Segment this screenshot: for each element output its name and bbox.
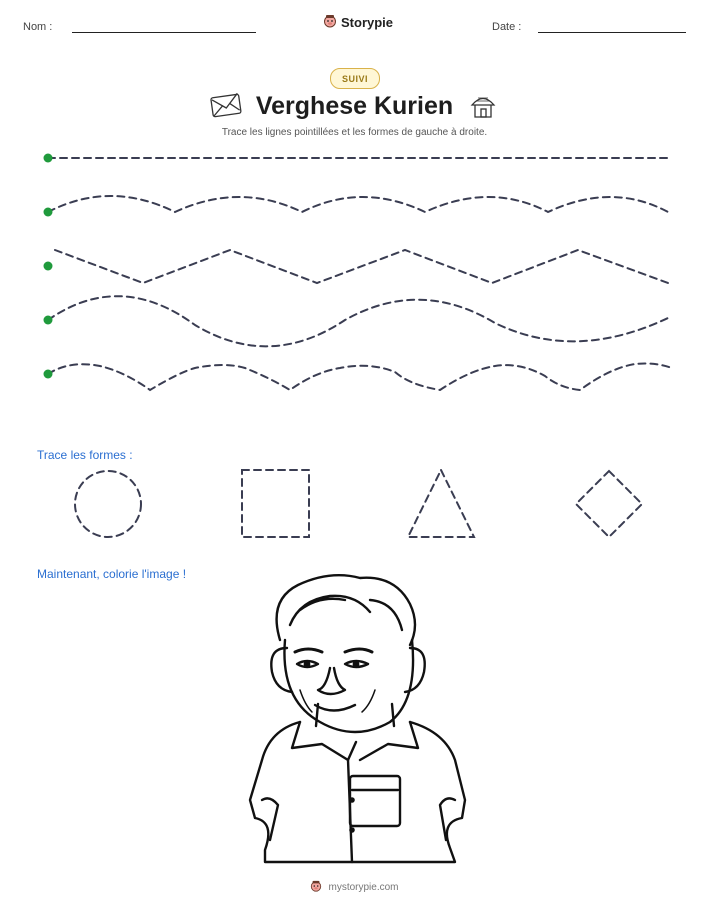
name-label: Nom :: [23, 21, 53, 33]
page-title: Verghese Kurien: [255, 92, 454, 120]
level-badge: SUIVI: [330, 68, 380, 89]
start-dot: [44, 262, 53, 271]
start-dot: [44, 316, 53, 325]
start-dot: [44, 370, 53, 379]
tracing-line-gentle-wave[interactable]: [48, 196, 668, 212]
footer-site[interactable]: mystorypie.com: [328, 882, 399, 893]
footer: [0, 880, 709, 895]
shapes-section-label: Trace les formes :: [37, 448, 133, 462]
pig-logo-icon: [310, 880, 322, 895]
tracing-line-wave[interactable]: [48, 296, 668, 346]
start-dot: [44, 154, 53, 163]
brand-name: Storypie: [341, 15, 394, 30]
color-section-label: Maintenant, colorie l'image !: [37, 567, 187, 581]
tracing-line-curvy-wave[interactable]: [48, 364, 672, 391]
start-dot: [44, 208, 53, 217]
date-label: Date :: [492, 21, 522, 33]
page-subtitle: Trace les lignes pointillées et les formes de gauche à droite.: [221, 127, 488, 138]
tracing-line-zigzag[interactable]: [55, 250, 668, 283]
